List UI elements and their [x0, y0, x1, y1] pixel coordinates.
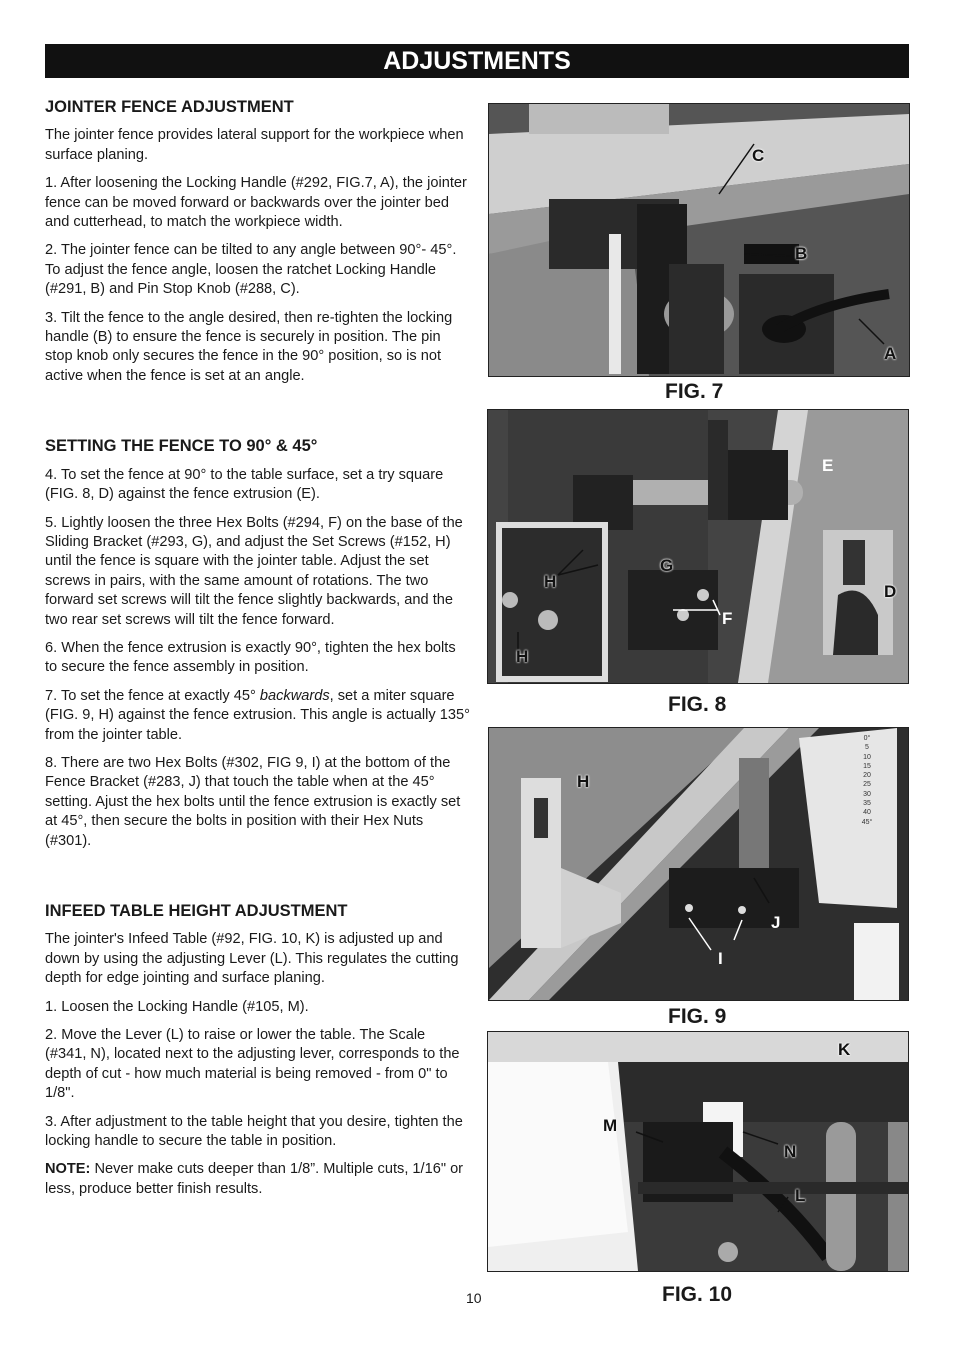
paragraph: 3. After adjustment to the table height that you desire, tighten the locking handle to secure the table in position.: [45, 1113, 463, 1150]
label-c: C: [752, 146, 765, 165]
label-m: M: [603, 1116, 618, 1135]
fig8-caption: FIG. 8: [668, 693, 727, 716]
paragraph: 8. There are two Hex Bolts (#302, FIG 9, I) at the bottom of the Fence Bracket (#283, J) that touch the table when at the 45° setting. Ajust the hex bolts until the fence extrusion is exactly set at 45°, then secure the bolts in position with their Hex Nuts (#301).: [45, 754, 461, 849]
fig10-illustration: [488, 1032, 908, 1271]
label-n: N: [784, 1142, 797, 1161]
label-a: A: [884, 344, 897, 363]
paragraph: 1. After loosening the Locking Handle (#292, FIG.7, A), the jointer fence can be moved forward or backwards over the jointer bed and cutterhead, to match the workpiece width.: [45, 175, 467, 231]
paragraph: 4. To set the fence at 90° to the table surface, set a try square (FIG. 8, D) against the fence extrusion (E).: [45, 466, 444, 503]
fig7-illustration: [489, 104, 909, 376]
paragraph: 1. Loosen the Locking Handle (#105, M).: [45, 998, 309, 1015]
fig10-photo: [487, 1031, 909, 1272]
label-j: J: [771, 913, 781, 932]
label-f: F: [722, 609, 733, 628]
label-h: H: [544, 572, 557, 591]
label-h: H: [577, 772, 590, 791]
label-e: E: [822, 456, 834, 475]
paragraph: 6. When the fence extrusion is exactly 90°, tighten the hex bolts to secure the fence assembly in position.: [45, 639, 456, 676]
section-heading: INFEED TABLE HEIGHT ADJUSTMENT: [45, 902, 348, 920]
paragraph: The jointer's Infeed Table (#92, FIG. 10, K) is adjusted up and down by using the adjusting Lever (L). This regulates the cutting depth for edge jointing and surface planing.: [45, 931, 459, 987]
paragraph: 3. Tilt the fence to the angle desired, then re-tighten the locking handle (B) to ensure the fence is securely in position. The pin stop knob only secures the fence in the 90° position, so is not active when the fence is set at an angle.: [45, 309, 453, 384]
paragraph: 2. The jointer fence can be tilted to any angle between 90°- 45°. To adjust the fence angle, loosen the ratchet Locking Handle (#291, B) and Pin Stop Knob (#288, C).: [45, 242, 457, 298]
fig7-caption: FIG. 7: [665, 380, 724, 403]
fig10-caption: FIG. 10: [662, 1283, 733, 1306]
label-h-lower: H: [516, 647, 529, 666]
note: NOTE: Never make cuts deeper than 1/8”. Multiple cuts, 1/16" or less, produce better finish results.: [45, 1161, 464, 1197]
text-column: [45, 98, 470, 1208]
paragraph: The jointer fence provides lateral support for the workpiece when surface planing.: [45, 127, 464, 163]
fig8-photo: [487, 409, 909, 684]
label-i: I: [718, 949, 723, 968]
label-b: B: [795, 244, 808, 263]
fig9-caption: FIG. 9: [668, 1005, 727, 1028]
label-l: L: [795, 1186, 806, 1205]
fig9-photo: [488, 727, 909, 1001]
section-heading: JOINTER FENCE ADJUSTMENT: [45, 98, 294, 116]
label-d: D: [884, 582, 897, 601]
page-number: 10: [466, 1290, 482, 1306]
section-heading: SETTING THE FENCE TO 90° & 45°: [45, 437, 318, 456]
fig7-photo: [488, 103, 910, 377]
angle-scale: 0° 5 10 15 20 25 30 35 40 45°: [861, 735, 873, 826]
paragraph: 7. To set the fence at exactly 45° backwards, set a miter square (FIG. 9, H) against the fence extrusion. This angle is actually 135° from the jointer table.: [45, 687, 470, 743]
paragraph: 5. Lightly loosen the three Hex Bolts (#294, F) on the base of the Sliding Bracket (#293, G), and adjust the Set Screws (#152, H) until the fence is square with the jointer table. Adjust the set screws in pairs, with the same amount of rotations. The two forward set screws will tilt the fence slightly backwards, and the two rear set screws will tilt the fence forward.: [45, 514, 463, 628]
page-banner: ADJUSTMENTS: [45, 44, 909, 78]
paragraph: 2. Move the Lever (L) to raise or lower the table. The Scale (#341, N), located next to the adjusting lever, corresponds to the depth of cut - how much material is being removed - from 0" to 1/8".: [45, 1027, 460, 1102]
label-g: G: [660, 556, 674, 575]
label-k: K: [838, 1040, 851, 1059]
fig8-illustration: [488, 410, 908, 683]
